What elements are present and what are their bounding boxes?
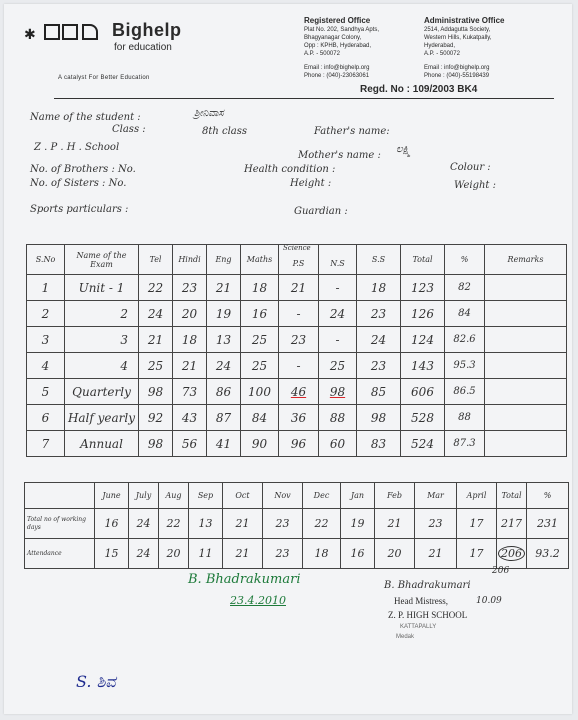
percent-cell: 82.6 bbox=[445, 327, 485, 353]
school-stamp-name: Z. P. HIGH SCHOOL bbox=[388, 610, 468, 620]
marks-row bbox=[27, 431, 567, 457]
percent-header: % bbox=[527, 483, 569, 509]
header-remarks: Remarks bbox=[485, 245, 567, 275]
school-stamp-district: Medak bbox=[396, 634, 415, 640]
ns-cell: 98 bbox=[319, 379, 357, 405]
month-header: July bbox=[129, 483, 159, 509]
month-header: Dec bbox=[303, 483, 341, 509]
ps-cell: - bbox=[279, 353, 319, 379]
attendance-cell: 21 bbox=[223, 539, 263, 569]
header-telugu: Tel bbox=[139, 245, 173, 275]
marks-row bbox=[27, 275, 567, 301]
header-physical-science bbox=[279, 245, 319, 275]
class-label: Class : bbox=[112, 124, 146, 135]
telugu-cell: 98 bbox=[139, 379, 173, 405]
attendance-total-note: 206 bbox=[492, 566, 510, 576]
remarks-cell bbox=[485, 301, 567, 327]
mothers-name-value: ಲಕ್ಷ್ಮಿ bbox=[396, 144, 411, 155]
marks-row bbox=[27, 327, 567, 353]
english-cell: 86 bbox=[207, 379, 241, 405]
month-header: Sep bbox=[189, 483, 223, 509]
admin-office-line: 2514, Addagutta Society, bbox=[424, 27, 491, 33]
ns-cell: - bbox=[319, 327, 357, 353]
working-days-cell: 13 bbox=[189, 509, 223, 539]
remarks-cell bbox=[485, 327, 567, 353]
sno-cell: 7 bbox=[27, 431, 65, 457]
total-cell: 524 bbox=[401, 431, 445, 457]
remarks-cell bbox=[485, 353, 567, 379]
school-stamp-place: KATTAPALLY bbox=[400, 624, 437, 630]
ss-cell: 23 bbox=[357, 301, 401, 327]
working-days-cell: 23 bbox=[263, 509, 303, 539]
working-days-cell: 17 bbox=[457, 509, 497, 539]
logo-box-icon bbox=[62, 24, 78, 40]
registered-office-line: Plat No. 202, Sandhya Apts, bbox=[304, 27, 380, 33]
maths-cell: 18 bbox=[241, 275, 279, 301]
height-label: Height : bbox=[290, 178, 332, 189]
total-header: Total bbox=[497, 483, 527, 509]
ss-cell: 85 bbox=[357, 379, 401, 405]
english-cell: 87 bbox=[207, 405, 241, 431]
brothers-label: No. of Brothers : No. bbox=[30, 164, 136, 175]
report-card-page bbox=[4, 4, 572, 714]
maths-cell: 100 bbox=[241, 379, 279, 405]
registered-office-line: Bhagyanagar Colony, bbox=[304, 35, 362, 41]
registered-office-email: Email : info@bighelp.org bbox=[304, 65, 370, 71]
student-name-value: ಶ್ರೀನಿವಾಸ bbox=[194, 108, 224, 119]
percent-cell: 87.3 bbox=[445, 431, 485, 457]
attendance-cell: 18 bbox=[303, 539, 341, 569]
percent-cell: 95.3 bbox=[445, 353, 485, 379]
month-header: Mar bbox=[415, 483, 457, 509]
ns-cell: - bbox=[319, 275, 357, 301]
health-label: Health condition : bbox=[244, 164, 336, 175]
sno-cell: 6 bbox=[27, 405, 65, 431]
marks-row bbox=[27, 301, 567, 327]
working-days-total: 217 bbox=[497, 509, 527, 539]
admin-office-line: A.P. - 500072 bbox=[424, 51, 460, 57]
marks-row bbox=[27, 379, 567, 405]
school-name: Z . P . H . School bbox=[34, 142, 120, 153]
sno-cell: 2 bbox=[27, 301, 65, 327]
exam-name-cell: Quarterly bbox=[65, 379, 139, 405]
header-ns: N.S bbox=[319, 245, 357, 275]
registered-office-title: Registered Office bbox=[304, 16, 371, 25]
total-cell: 124 bbox=[401, 327, 445, 353]
admin-office-line: Western Hills, Kukatpally, bbox=[424, 35, 492, 41]
ns-cell: 88 bbox=[319, 405, 357, 431]
ss-cell: 83 bbox=[357, 431, 401, 457]
header-total: Total bbox=[401, 245, 445, 275]
admin-office-title: Administrative Office bbox=[424, 16, 505, 25]
hindi-cell: 73 bbox=[173, 379, 207, 405]
maths-cell: 90 bbox=[241, 431, 279, 457]
sno-cell: 1 bbox=[27, 275, 65, 301]
registration-number: Regd. No : 109/2003 BK4 bbox=[360, 84, 478, 95]
marks-row bbox=[27, 353, 567, 379]
teacher-signature-date: 23.4.2010 bbox=[230, 594, 286, 607]
attendance-total-circled: 206 bbox=[498, 546, 525, 561]
english-cell: 19 bbox=[207, 301, 241, 327]
attendance-label: Attendance bbox=[25, 539, 95, 569]
class-value: 8th class bbox=[202, 126, 248, 137]
maths-cell: 84 bbox=[241, 405, 279, 431]
head-mistress-date: 10.09 bbox=[476, 596, 502, 606]
working-days-cell: 21 bbox=[223, 509, 263, 539]
telugu-cell: 22 bbox=[139, 275, 173, 301]
ps-cell: 96 bbox=[279, 431, 319, 457]
english-cell: 21 bbox=[207, 275, 241, 301]
ss-cell: 18 bbox=[357, 275, 401, 301]
admin-office-email: Email : info@bighelp.org bbox=[424, 65, 490, 71]
remarks-cell bbox=[485, 431, 567, 457]
month-header: Oct bbox=[223, 483, 263, 509]
english-cell: 13 bbox=[207, 327, 241, 353]
telugu-cell: 24 bbox=[139, 301, 173, 327]
month-header: Jan bbox=[341, 483, 375, 509]
teacher-signature: B. Bhadrakumari bbox=[188, 572, 301, 587]
header-hindi: Hindi bbox=[173, 245, 207, 275]
header-exam-name: Name of the Exam bbox=[65, 245, 139, 275]
attendance-cell: 16 bbox=[341, 539, 375, 569]
ps-cell: 23 bbox=[279, 327, 319, 353]
registered-office-line: A.P. - 500072 bbox=[304, 51, 340, 57]
total-cell: 528 bbox=[401, 405, 445, 431]
header-maths: Maths bbox=[241, 245, 279, 275]
header-sno: S.No bbox=[27, 245, 65, 275]
total-cell: 143 bbox=[401, 353, 445, 379]
attendance-cell: 20 bbox=[159, 539, 189, 569]
ss-cell: 98 bbox=[357, 405, 401, 431]
percent-cell: 82 bbox=[445, 275, 485, 301]
exam-name-cell: 4 bbox=[65, 353, 139, 379]
percent-cell: 88 bbox=[445, 405, 485, 431]
total-cell: 606 bbox=[401, 379, 445, 405]
brand-name: Bighelp bbox=[112, 20, 182, 40]
working-days-cell: 23 bbox=[415, 509, 457, 539]
working-days-cell: 21 bbox=[375, 509, 415, 539]
hindi-cell: 20 bbox=[173, 301, 207, 327]
sno-cell: 5 bbox=[27, 379, 65, 405]
attendance-cell: 11 bbox=[189, 539, 223, 569]
sno-cell: 4 bbox=[27, 353, 65, 379]
ns-cell: 60 bbox=[319, 431, 357, 457]
maths-cell: 16 bbox=[241, 301, 279, 327]
ns-cell: 24 bbox=[319, 301, 357, 327]
marks-row bbox=[27, 405, 567, 431]
sisters-label: No. of Sisters : No. bbox=[30, 178, 127, 189]
header-divider bbox=[54, 98, 554, 99]
sports-label: Sports particulars : bbox=[30, 204, 129, 215]
head-mistress-signature: B. Bhadrakumari bbox=[384, 580, 471, 591]
header-social: S.S bbox=[357, 245, 401, 275]
english-cell: 24 bbox=[207, 353, 241, 379]
exam-name-cell: 2 bbox=[65, 301, 139, 327]
working-days-cell: 22 bbox=[159, 509, 189, 539]
hindi-cell: 18 bbox=[173, 327, 207, 353]
remarks-cell bbox=[485, 275, 567, 301]
exam-name-cell: Annual bbox=[65, 431, 139, 457]
attendance-corner-cell bbox=[25, 483, 95, 509]
hindi-cell: 56 bbox=[173, 431, 207, 457]
ps-cell: 21 bbox=[279, 275, 319, 301]
header-ps: P.S bbox=[292, 259, 305, 268]
working-days-cell: 24 bbox=[129, 509, 159, 539]
hindi-cell: 21 bbox=[173, 353, 207, 379]
working-days-cell: 22 bbox=[303, 509, 341, 539]
working-days-cell: 16 bbox=[95, 509, 129, 539]
weight-label: Weight : bbox=[454, 180, 496, 191]
sno-cell: 3 bbox=[27, 327, 65, 353]
telugu-cell: 25 bbox=[139, 353, 173, 379]
working-days-cell: 19 bbox=[341, 509, 375, 539]
admin-office-line: Hyderabad, bbox=[424, 43, 456, 49]
working-days-label: Total no of working days bbox=[25, 509, 95, 539]
attendance-cell: 23 bbox=[263, 539, 303, 569]
ps-cell: 36 bbox=[279, 405, 319, 431]
brand-subtitle: for education bbox=[114, 42, 172, 53]
month-header: Aug bbox=[159, 483, 189, 509]
attendance-cell: 17 bbox=[457, 539, 497, 569]
working-days-row bbox=[25, 509, 569, 539]
exam-name-cell: Half yearly bbox=[65, 405, 139, 431]
total-cell: 123 bbox=[401, 275, 445, 301]
month-header: Nov bbox=[263, 483, 303, 509]
ps-cell: 46 bbox=[279, 379, 319, 405]
english-cell: 41 bbox=[207, 431, 241, 457]
admin-office-phone: Phone : (040)-55198439 bbox=[424, 73, 490, 79]
header-percent: % bbox=[445, 245, 485, 275]
exam-name-cell: 3 bbox=[65, 327, 139, 353]
exam-name-cell: Unit - 1 bbox=[65, 275, 139, 301]
student-name-label: Name of the student : bbox=[30, 112, 141, 123]
attendance-row bbox=[25, 539, 569, 569]
percent-cell: 84 bbox=[445, 301, 485, 327]
header-science: Science bbox=[283, 244, 311, 252]
attendance-table bbox=[24, 482, 569, 569]
attendance-cell: 20 bbox=[375, 539, 415, 569]
registered-office-line: Opp : KPHB, Hyderabad, bbox=[304, 43, 372, 49]
month-header: April bbox=[457, 483, 497, 509]
working-days-percent: 231 bbox=[527, 509, 569, 539]
telugu-cell: 92 bbox=[139, 405, 173, 431]
attendance-total bbox=[497, 539, 527, 569]
hindi-cell: 23 bbox=[173, 275, 207, 301]
telugu-cell: 21 bbox=[139, 327, 173, 353]
fathers-name-label: Father's name: bbox=[314, 126, 390, 137]
logo-box-icon bbox=[44, 24, 60, 40]
brand-tagline: A catalyst For Better Education bbox=[58, 75, 150, 81]
month-header: Feb bbox=[375, 483, 415, 509]
attendance-percent: 93.2 bbox=[527, 539, 569, 569]
attendance-cell: 15 bbox=[95, 539, 129, 569]
header-english: Eng bbox=[207, 245, 241, 275]
remarks-cell bbox=[485, 379, 567, 405]
month-header: June bbox=[95, 483, 129, 509]
colour-label: Colour : bbox=[450, 162, 491, 173]
hindi-cell: 43 bbox=[173, 405, 207, 431]
logo-box-icon bbox=[82, 24, 98, 40]
attendance-cell: 21 bbox=[415, 539, 457, 569]
remarks-cell bbox=[485, 405, 567, 431]
attendance-header-row bbox=[25, 483, 569, 509]
telugu-cell: 98 bbox=[139, 431, 173, 457]
registered-office-phone: Phone : (040)-23063061 bbox=[304, 73, 370, 79]
head-mistress-title: Head Mistress, bbox=[394, 596, 448, 606]
marks-header-row bbox=[27, 245, 567, 275]
percent-cell: 86.5 bbox=[445, 379, 485, 405]
maths-cell: 25 bbox=[241, 353, 279, 379]
attendance-cell: 24 bbox=[129, 539, 159, 569]
ps-cell: - bbox=[279, 301, 319, 327]
mothers-name-label: Mother's name : bbox=[298, 150, 381, 161]
maths-cell: 25 bbox=[241, 327, 279, 353]
ns-cell: 25 bbox=[319, 353, 357, 379]
guardian-label: Guardian : bbox=[294, 206, 348, 217]
total-cell: 126 bbox=[401, 301, 445, 327]
ss-cell: 23 bbox=[357, 353, 401, 379]
ss-cell: 24 bbox=[357, 327, 401, 353]
bottom-initials: S. ಶಿವ bbox=[76, 672, 116, 691]
marks-table bbox=[26, 244, 567, 457]
star-icon: ✱ bbox=[24, 26, 36, 42]
